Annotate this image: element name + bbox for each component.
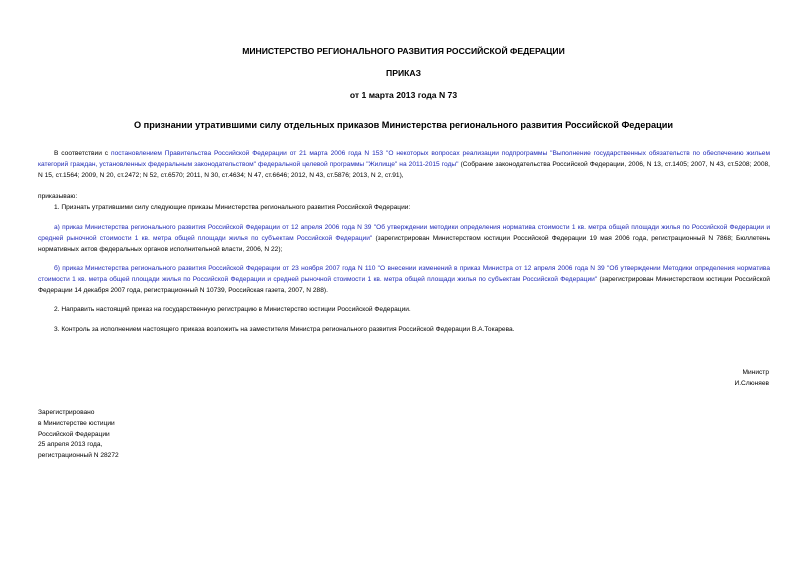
item-1a-paragraph [38, 223, 770, 255]
document-title: О признании утратившими силу отдельных приказов Министерства регионального развития Российской Федерации [133, 120, 674, 130]
item-3: 3. Контроль за исполнением настоящего приказа возложить на заместителя Министра регионального развития Российской Федерации В.А.Токарева. [54, 326, 515, 333]
item-1a-tail: (зарегистрирован Министерством юстиции Российской Федерации 19 мая 2006 года, регистрационный N 7868; Бюллетень нормативных актов федеральных органов исполнительной власти, 2006, N 22); [38, 234, 771, 253]
order-word: приказываю: [38, 193, 78, 200]
item-1b-tail: (зарегистрирован Министерством юстиции Российской Федерации 14 декабря 2007 года, регистрационный N 10739, Российская газета, 2007, N 288). [38, 275, 770, 294]
order-110-link[interactable]: б) приказ Министерства регионального развития Российской Федерации от 23 ноября 2007 года N 110 "О внесении изменений в приказ Министра от 12 апреля 2006 года N 39 "Об утверждении Методики определения норматива стоимости 1 кв. метра общей площади жилья по Российской Федерации и средней рыночной стоимости 1 кв. метра общей площади жилья по субъектам Российской Федерации" [38, 265, 770, 283]
registration-block [38, 408, 119, 462]
registration-line: 25 апреля 2013 года, [38, 441, 103, 449]
registration-line: регистрационный N 28272 [38, 452, 119, 460]
registration-line: в Министерстве юстиции [38, 419, 115, 427]
item-1: 1. Признать утратившими силу следующие приказы Министерства регионального развития Российской Федерации: [54, 204, 411, 211]
signature-block [734, 368, 769, 390]
signature-name: И.Слюняев [734, 379, 769, 387]
order-39-link[interactable]: а) приказ Министерства регионального развития Российской Федерации от 12 апреля 2006 года N 39 "Об утверждении методики определения норматива стоимости 1 кв. метра общей площади жилья по Российской Федерации и средней рыночной стоимости 1 кв. метра общей площади жилья по субъектам Российской Федерации" [38, 224, 770, 242]
signature-position: Министр [742, 369, 769, 376]
date-number-heading: от 1 марта 2013 года N 73 [349, 90, 458, 100]
government-decree-link[interactable]: постановлением Правительства Российской Федерации от 21 марта 2006 года N 153 "О некоторых вопросах реализации подпрограммы "Выполнение государственных обязательств по обеспечению жильем категорий граждан, установленных федеральным законодательством" федеральной целевой программы "Жилище" на 2011-2015 годы" [38, 150, 771, 168]
preamble-tail: (Собрание законодательства Российской Федерации, 2006, N 13, ст.1405; 2007, N 43, ст.5208; 2008, N 15, ст.1564; 2009, N 20, ст.2472; N 52, ст.6570; 2011, N 30, ст.4634; N 47, ст.6646; 2012, N 43, ст.5876; 2013, N 2, ст.91), [38, 160, 771, 179]
ministry-heading: МИНИСТЕРСТВО РЕГИОНАЛЬНОГО РАЗВИТИЯ РОССИЙСКОЙ ФЕДЕРАЦИИ [242, 46, 565, 56]
preamble-paragraph [38, 149, 770, 181]
item-1b-paragraph [38, 264, 770, 296]
registration-line: Российской Федерации [38, 430, 110, 438]
registration-line: Зарегистрировано [38, 409, 95, 416]
item-2: 2. Направить настоящий приказ на государственную регистрацию в Министерство юстиции Российской Федерации. [54, 306, 411, 313]
doc-type-heading: ПРИКАЗ [386, 68, 421, 78]
preamble-lead: В соответствии с [54, 150, 112, 157]
